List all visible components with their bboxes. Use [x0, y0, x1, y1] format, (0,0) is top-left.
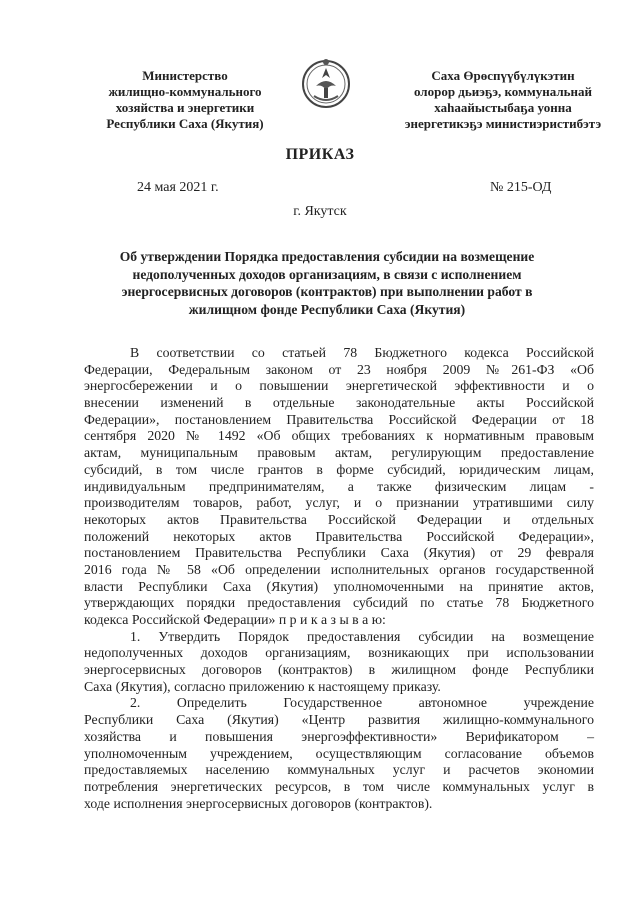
body-line: 1. Утвердить Порядок предоставления субсидии на возмещение — [130, 628, 594, 644]
body-line: власти Республики Саха (Якутия) уполномоченными на принятие актов, — [84, 578, 594, 594]
subject-line: Об утверждении Порядка предоставления субсидии на возмещение — [119, 249, 535, 264]
body-line: внесении изменений в отдельные законодательные акты Российской — [84, 395, 594, 411]
header-line: хозяйства и энергетики — [115, 100, 255, 115]
subject-line: недополученных доходов организациям, в связи с исполнением — [132, 266, 522, 282]
body-line: положений некоторых актов Правительства Российской Федерации», — [84, 528, 594, 544]
body-line: предоставляемых населению коммунальных услуг и расчетов экономии — [84, 762, 594, 778]
body-line: утверждающих порядки предоставления субсидий по статье 78 Бюджетного — [84, 595, 594, 611]
document-subject — [90, 248, 564, 318]
body-line: постановлением Правительства Республики Саха (Якутия) от 29 февраля — [84, 545, 594, 561]
subject-line: жилищном фонде Республики Саха (Якутия) — [188, 301, 466, 317]
body-line: потребления энергетических ресурсов, в том числе коммунальных услуг в — [84, 778, 594, 794]
body-line: Республики Саха (Якутия) «Центр развития жилищно-коммунального — [84, 712, 594, 728]
header-line: Республики Саха (Якутия) — [106, 116, 264, 131]
body-line: уполномоченным учреждением, осуществляющим согласование объемов — [84, 745, 594, 761]
body-line: производителям товаров, работ, услуг, и о признании утратившими силу — [84, 495, 594, 511]
header-line: Министерство — [142, 68, 228, 83]
header-line: олорор дьиэҕэ, коммунальнай — [413, 84, 593, 99]
body-line: сентября 2020 № 1492 «Об общих требованиях к нормативным правовым — [84, 428, 594, 444]
document-date: 24 мая 2021 г. — [137, 180, 219, 195]
body-line: энергосервисных договоров (контрактов) в жилищном фонде Республики — [84, 662, 594, 678]
body-line: актам, муниципальным правовым актам, регулирующим предоставление — [84, 445, 594, 461]
body-line: некоторых актов Правительства Российской Федерации и отдельных — [84, 511, 594, 527]
body-line: Федерации, Федеральным законом от 23 ноября 2009 №261-ФЗ «Об — [84, 361, 594, 377]
body-line: субсидий, в том числе грантов в форме субсидий, юридическим лицам, — [84, 461, 594, 477]
body-line: Федерации», постановлением Правительства Российской Федерации от 18 — [84, 411, 594, 427]
body-line: 2. Определить Государственное автономное учреждение — [130, 695, 594, 711]
document-city: г. Якутск — [293, 204, 347, 219]
body-line: недополученных доходов организациям, возникающих при использовании — [84, 645, 594, 661]
body-line: энергосбережении и о повышении энергетической эффективности и о — [84, 378, 594, 394]
header-line: Саха Өрөспүүбүлүкэтин — [431, 68, 575, 83]
body-line: Саха (Якутия), согласно приложению к настоящему приказу. — [84, 678, 441, 694]
body-line: ходе исполнения энергосервисных договоров (контрактов). — [84, 795, 433, 811]
body-line: кодекса Российской Федерации» п р и к а з ы в а ю: — [84, 612, 386, 627]
header-line: хаһаайыстыбаҕа уонна — [434, 100, 572, 115]
body-line: В соответствии со статьей 78 Бюджетного кодекса Российской — [130, 345, 594, 360]
ministry-name-yakut — [383, 68, 623, 132]
body-line: 2016 года № 58 «Об определении исполнительных органов государственной — [84, 561, 594, 577]
document-number: № 215-ОД — [490, 180, 552, 195]
header-line: жилищно-коммунального — [108, 84, 262, 99]
header-line: энергетикэҕэ министиэристибэтэ — [404, 116, 602, 131]
body-line: индивидуальным предпринимателям, а также физическим лицам - — [84, 478, 594, 494]
document-body — [84, 345, 594, 812]
ministry-name-russian — [80, 68, 290, 132]
subject-line: энергосервисных договоров (контрактов) при выполнении работ в — [121, 284, 533, 299]
document-title: ПРИКАЗ — [285, 146, 355, 163]
body-line: хозяйства и повышения энергоэффективности» Верификатором – — [84, 728, 594, 744]
coat-of-arms-icon — [300, 56, 352, 114]
